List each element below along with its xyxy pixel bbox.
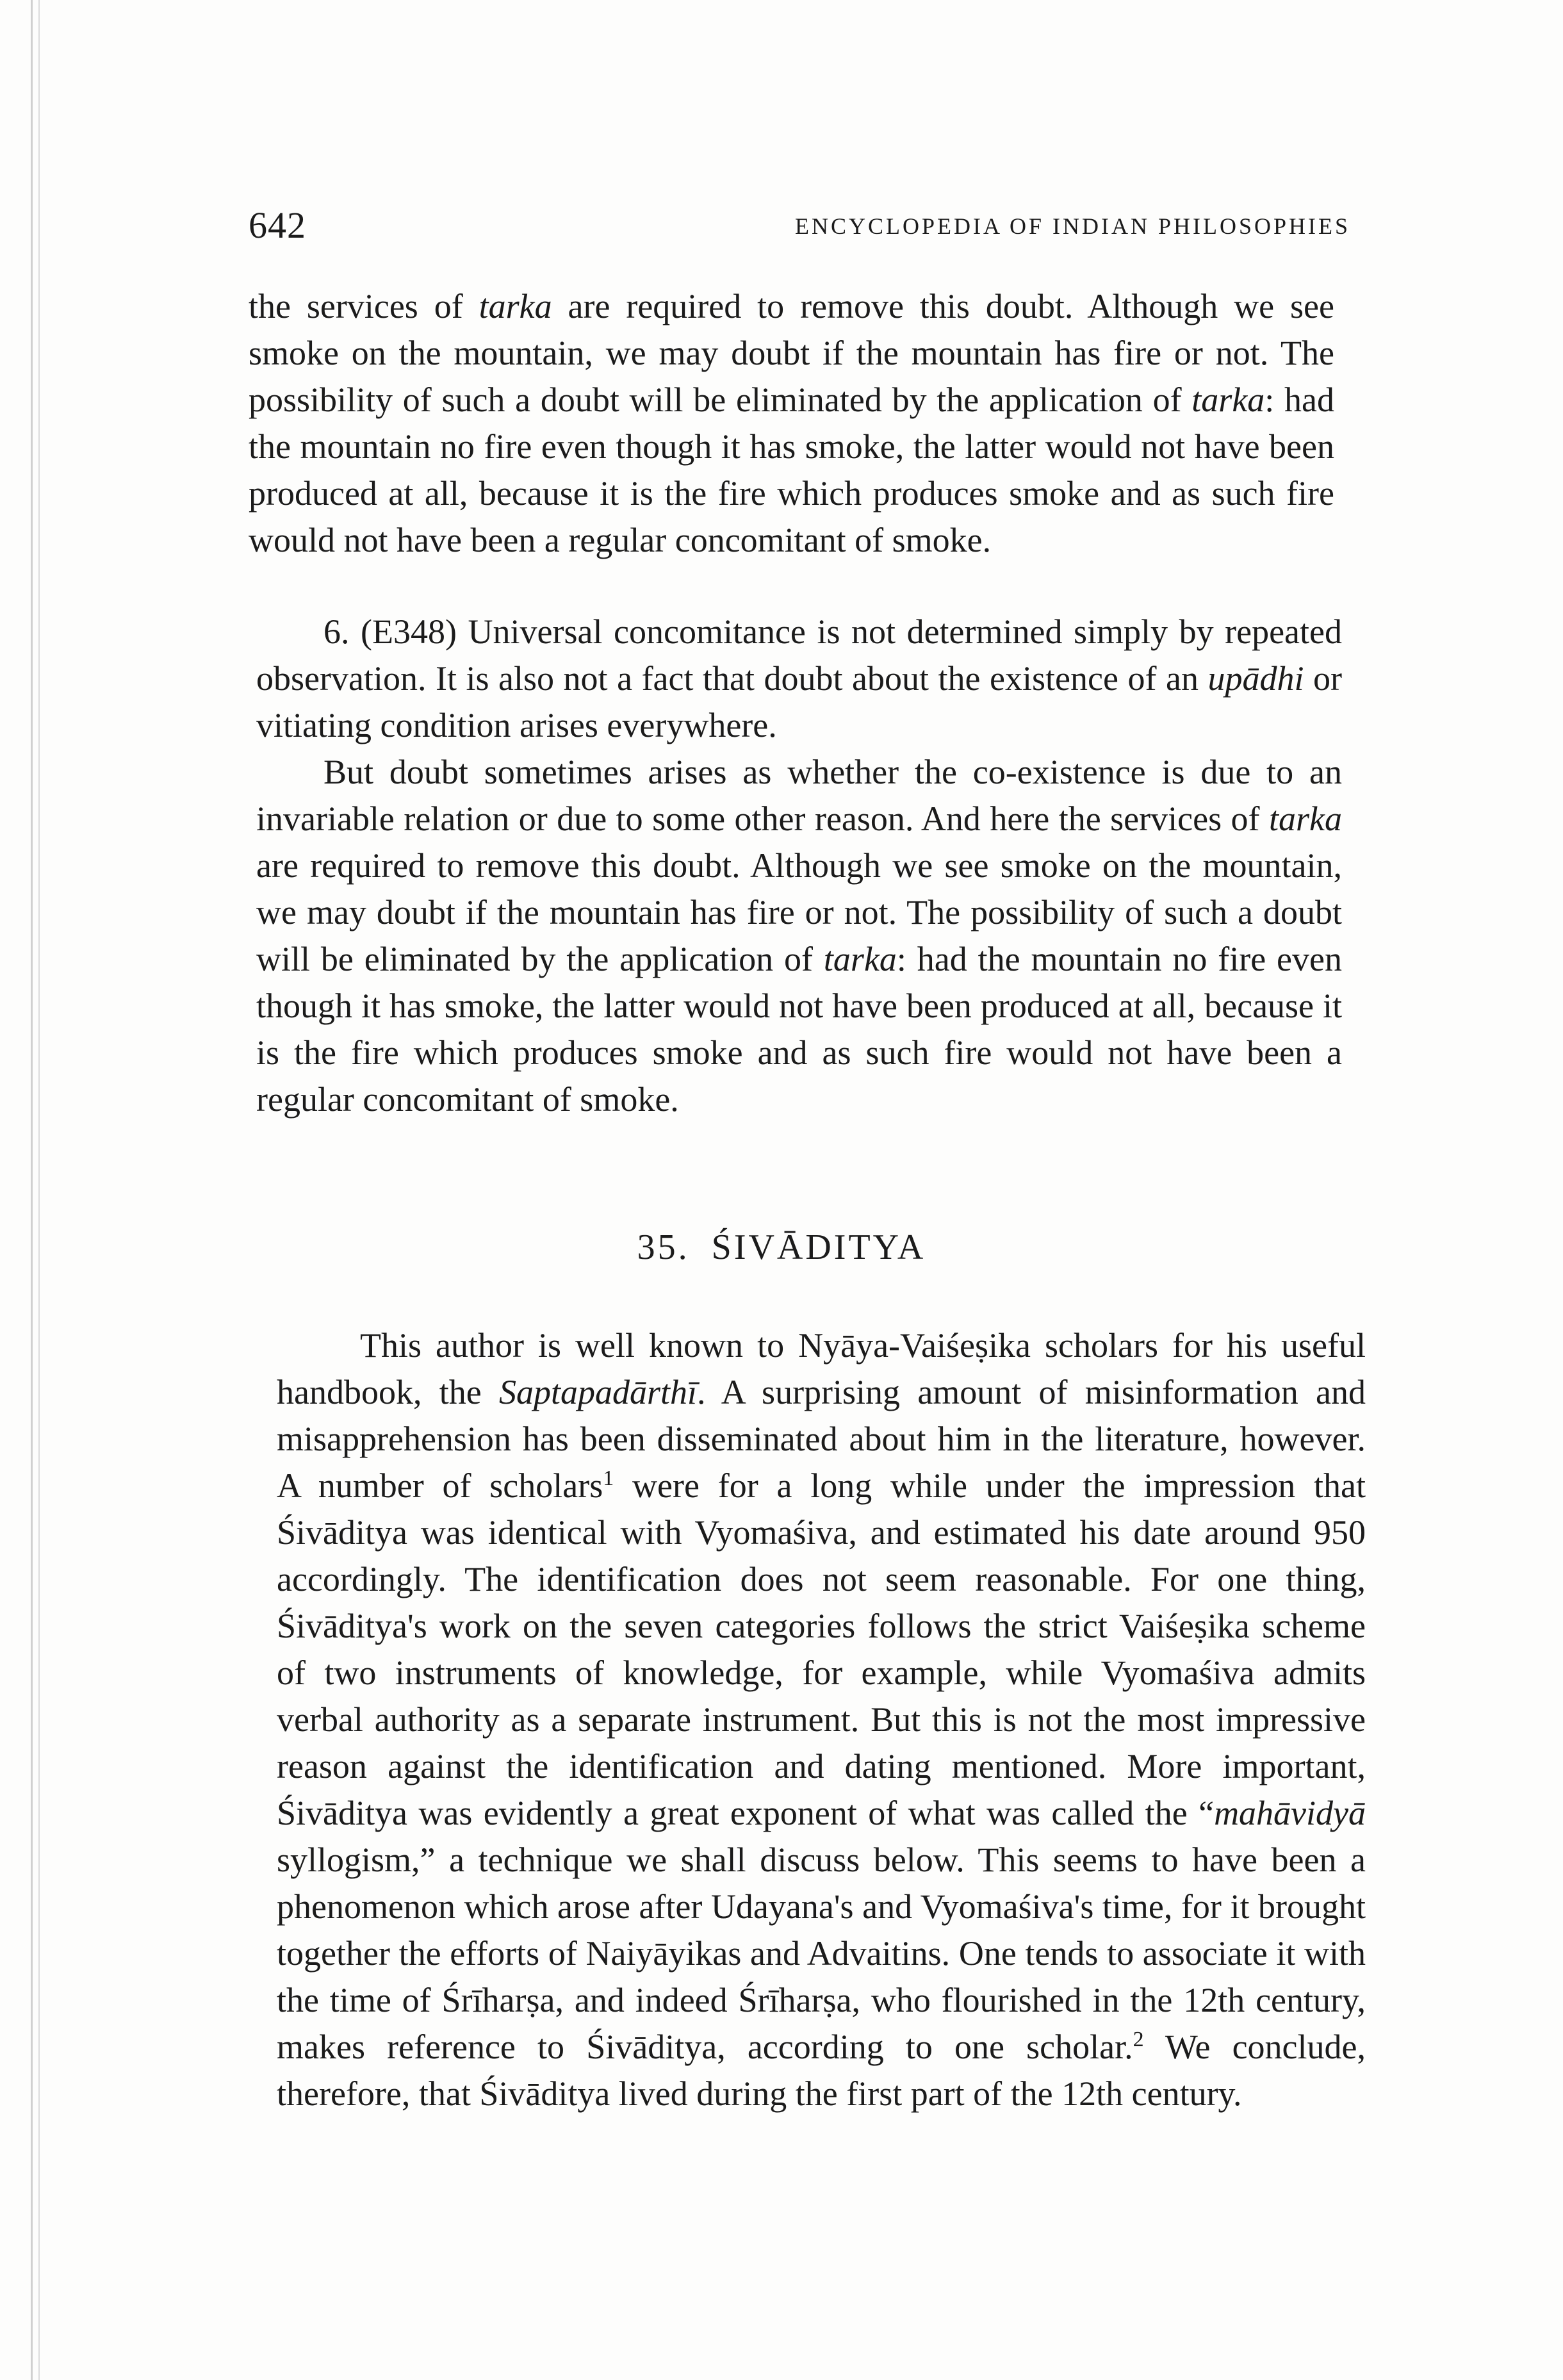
paragraph bbox=[277, 1322, 1366, 2117]
continued-text-block bbox=[249, 283, 1334, 564]
italic-title: Saptapadārthī bbox=[498, 1373, 697, 1411]
text-run: are required to remove this doubt. Although we see smoke on the mountain, we may doubt if the mountain has fire or not. The possibility of such a doubt will be eliminated by the application of bbox=[256, 846, 1342, 978]
text-run: We conclude, therefore, that Śivāditya lived during the first part of the 12th century. bbox=[277, 2028, 1366, 2113]
italic-term: tarka bbox=[823, 940, 897, 978]
italic-term: mahāvidyā bbox=[1214, 1794, 1366, 1832]
running-title: ENCYCLOPEDIA OF INDIAN PHILOSOPHIES bbox=[794, 213, 1350, 239]
section-body bbox=[277, 1322, 1366, 2117]
summary-text-block bbox=[256, 609, 1342, 1123]
running-head bbox=[249, 204, 1350, 249]
footnote-marker: 1 bbox=[603, 1466, 614, 1490]
text-run: or vitiating condition arises everywhere. bbox=[256, 659, 1343, 744]
italic-term: tarka bbox=[1269, 800, 1342, 838]
text-run: are required to remove this doubt. Although we see smoke on the mountain, we may doubt if the mountain has fire or not. The possibility of such a doubt will be eliminated by the application of bbox=[249, 287, 1334, 419]
section-title: ŚIVĀDITYA bbox=[711, 1227, 926, 1267]
binding-shadow-inner bbox=[38, 0, 40, 2380]
footnote-marker: 2 bbox=[1133, 2028, 1144, 2051]
binding-shadow bbox=[31, 0, 33, 2380]
text-run: 6. (E348) Universal concomitance is not determined simply by repeated observation. It is also not a fact that doubt about the existence of an bbox=[256, 612, 1342, 698]
section-number: 35. bbox=[637, 1227, 690, 1267]
paragraph bbox=[256, 749, 1342, 1123]
text-run: But doubt sometimes arises as whether the co-existence is due to an invariable relation or due to some other reason. And here the services of bbox=[256, 753, 1342, 838]
text-run: : had the mountain no fire even though it has smoke, the latter would not have been produced at all, because it is the fire which produces smoke and as such fire would not have been a regular concomitant of smoke. bbox=[249, 381, 1334, 559]
text-run: This author is well known to Nyāya-Vaiśeṣika scholars for his useful handbook, the bbox=[277, 1326, 1366, 1411]
text-run: syllogism,” a technique we shall discuss below. This seems to have been a phenomenon which arose after Udayana's and Vyomaśiva's time, for it brought together the efforts of Naiyāyikas and Advaitins. One tends to associate it with the time of Śrīharṣa, and indeed Śrīharṣa, who flourished in the 12th century, makes reference to Śivāditya, according to one scholar. bbox=[277, 1841, 1366, 2066]
text-run: : had the mountain no fire even though it has smoke, the latter would not have been produced at all, because it is the fire which produces smoke and as such fire would not have been a regular concomitant of smoke. bbox=[256, 940, 1342, 1119]
section-heading bbox=[0, 1227, 1563, 1268]
italic-term: upādhi bbox=[1207, 659, 1304, 698]
page-number: 642 bbox=[249, 204, 306, 246]
paragraph-e348 bbox=[256, 609, 1342, 749]
text-run: . A surprising amount of misinformation and misapprehension has been disseminated about him in the literature, however. A number of scholars bbox=[277, 1373, 1366, 1505]
text-run: the services of bbox=[249, 287, 479, 325]
text-run: were for a long while under the impression that Śivāditya was identical with Vyomaśiva, and estimated his date around 950 accordingly. The identification does not seem reasonable. For one thing, Śivāditya's work on the seven categories follows the strict Vaiśeṣika scheme of two instruments of knowledge, for example, while Vyomaśiva admits verbal authority as a separate instrument. But this is not the most impressive reason against the identification and dating mentioned. More important, Śivāditya was evidently a great exponent of what was called the “ bbox=[277, 1466, 1366, 1832]
paragraph bbox=[249, 283, 1334, 564]
italic-term: tarka bbox=[1191, 381, 1265, 419]
italic-term: tarka bbox=[479, 287, 552, 325]
